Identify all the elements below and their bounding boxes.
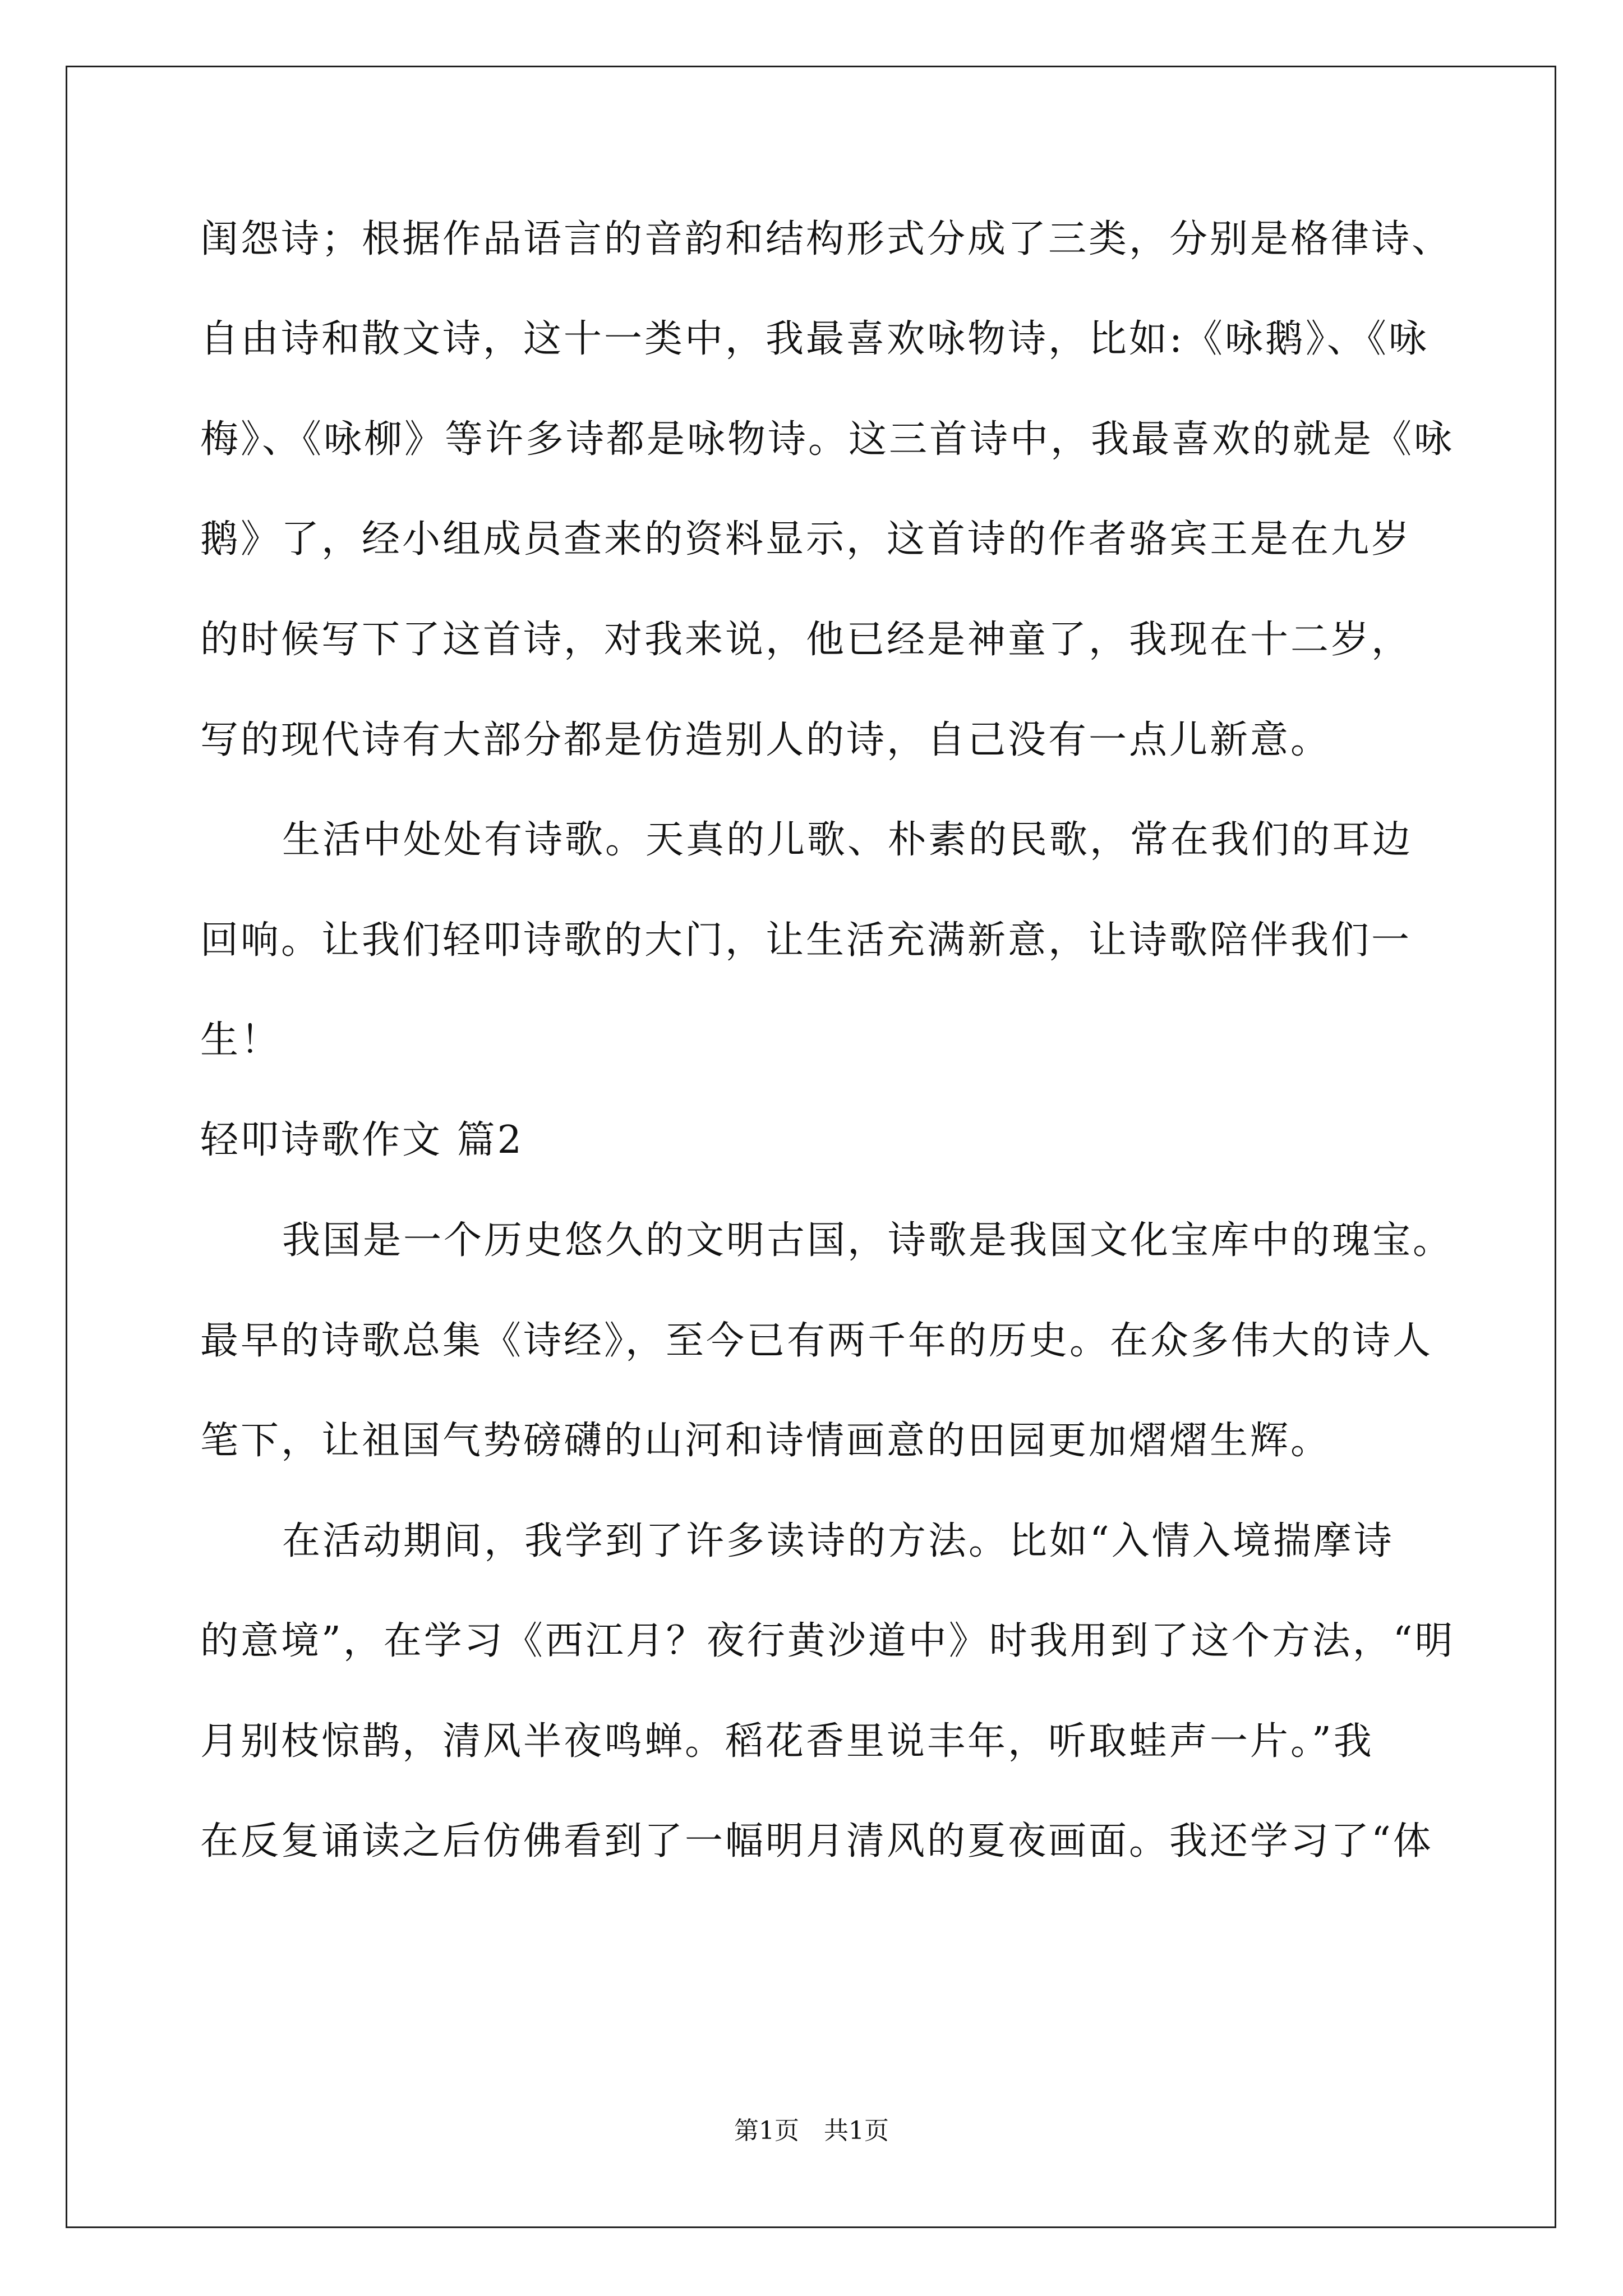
paragraph-line: 梅》、《咏柳》等许多诗都是咏物诗。这三首诗中，我最喜欢的就是《咏 — [200, 417, 1455, 462]
paragraph-line: 在活动期间，我学到了许多读诗的方法。比如“入情入境揣摩诗 — [282, 1519, 1394, 1563]
paragraph-line: 笔下，让祖国气势磅礴的山河和诗情画意的田园更加熠熠生辉。 — [200, 1419, 1331, 1463]
paragraph-line: 月别枝惊鹊，清风半夜鸣蝉。稻花香里说丰年，听取蛙声一片。”我 — [200, 1719, 1374, 1764]
paragraph-line: 的意境”，在学习《西江月？夜行黄沙道中》时我用到了这个方法，“明 — [200, 1619, 1455, 1663]
paragraph-line: 最早的诗歌总集《诗经》，至今已有两千年的历史。在众多伟大的诗人 — [200, 1319, 1433, 1363]
paragraph-line: 的时候写下了这首诗，对我来说，他已经是神童了，我现在十二岁， — [200, 618, 1412, 662]
paragraph-line: 在反复诵读之后仿佛看到了一幅明月清风的夏夜画面。我还学习了“体 — [200, 1819, 1433, 1864]
paragraph-line: 写的现代诗有大部分都是仿造别人的诗，自己没有一点儿新意。 — [200, 718, 1331, 762]
section-heading: 轻叩诗歌作文 篇2 — [200, 1118, 524, 1162]
page-footer: 第1页 共1页 — [734, 2116, 889, 2145]
paragraph-line: 生活中处处有诗歌。天真的儿歌、朴素的民歌，常在我们的耳边 — [282, 818, 1413, 862]
paragraph-line: 回响。让我们轻叩诗歌的大门，让生活充满新意，让诗歌陪伴我们一 — [200, 918, 1412, 963]
paragraph-line: 闺怨诗；根据作品语言的音韵和结构形式分成了三类，分别是格律诗、 — [200, 217, 1453, 261]
paragraph-line: 自由诗和散文诗，这十一类中，我最喜欢咏物诗，比如:《咏鹅》、《咏 — [200, 317, 1429, 361]
paragraph-line: 生！ — [200, 1018, 282, 1062]
paragraph-line: 我国是一个历史悠久的文明古国，诗歌是我国文化宝库中的瑰宝。 — [282, 1218, 1454, 1263]
paragraph-line: 鹅》了，经小组成员查来的资料显示，这首诗的作者骆宾王是在九岁 — [200, 517, 1412, 562]
